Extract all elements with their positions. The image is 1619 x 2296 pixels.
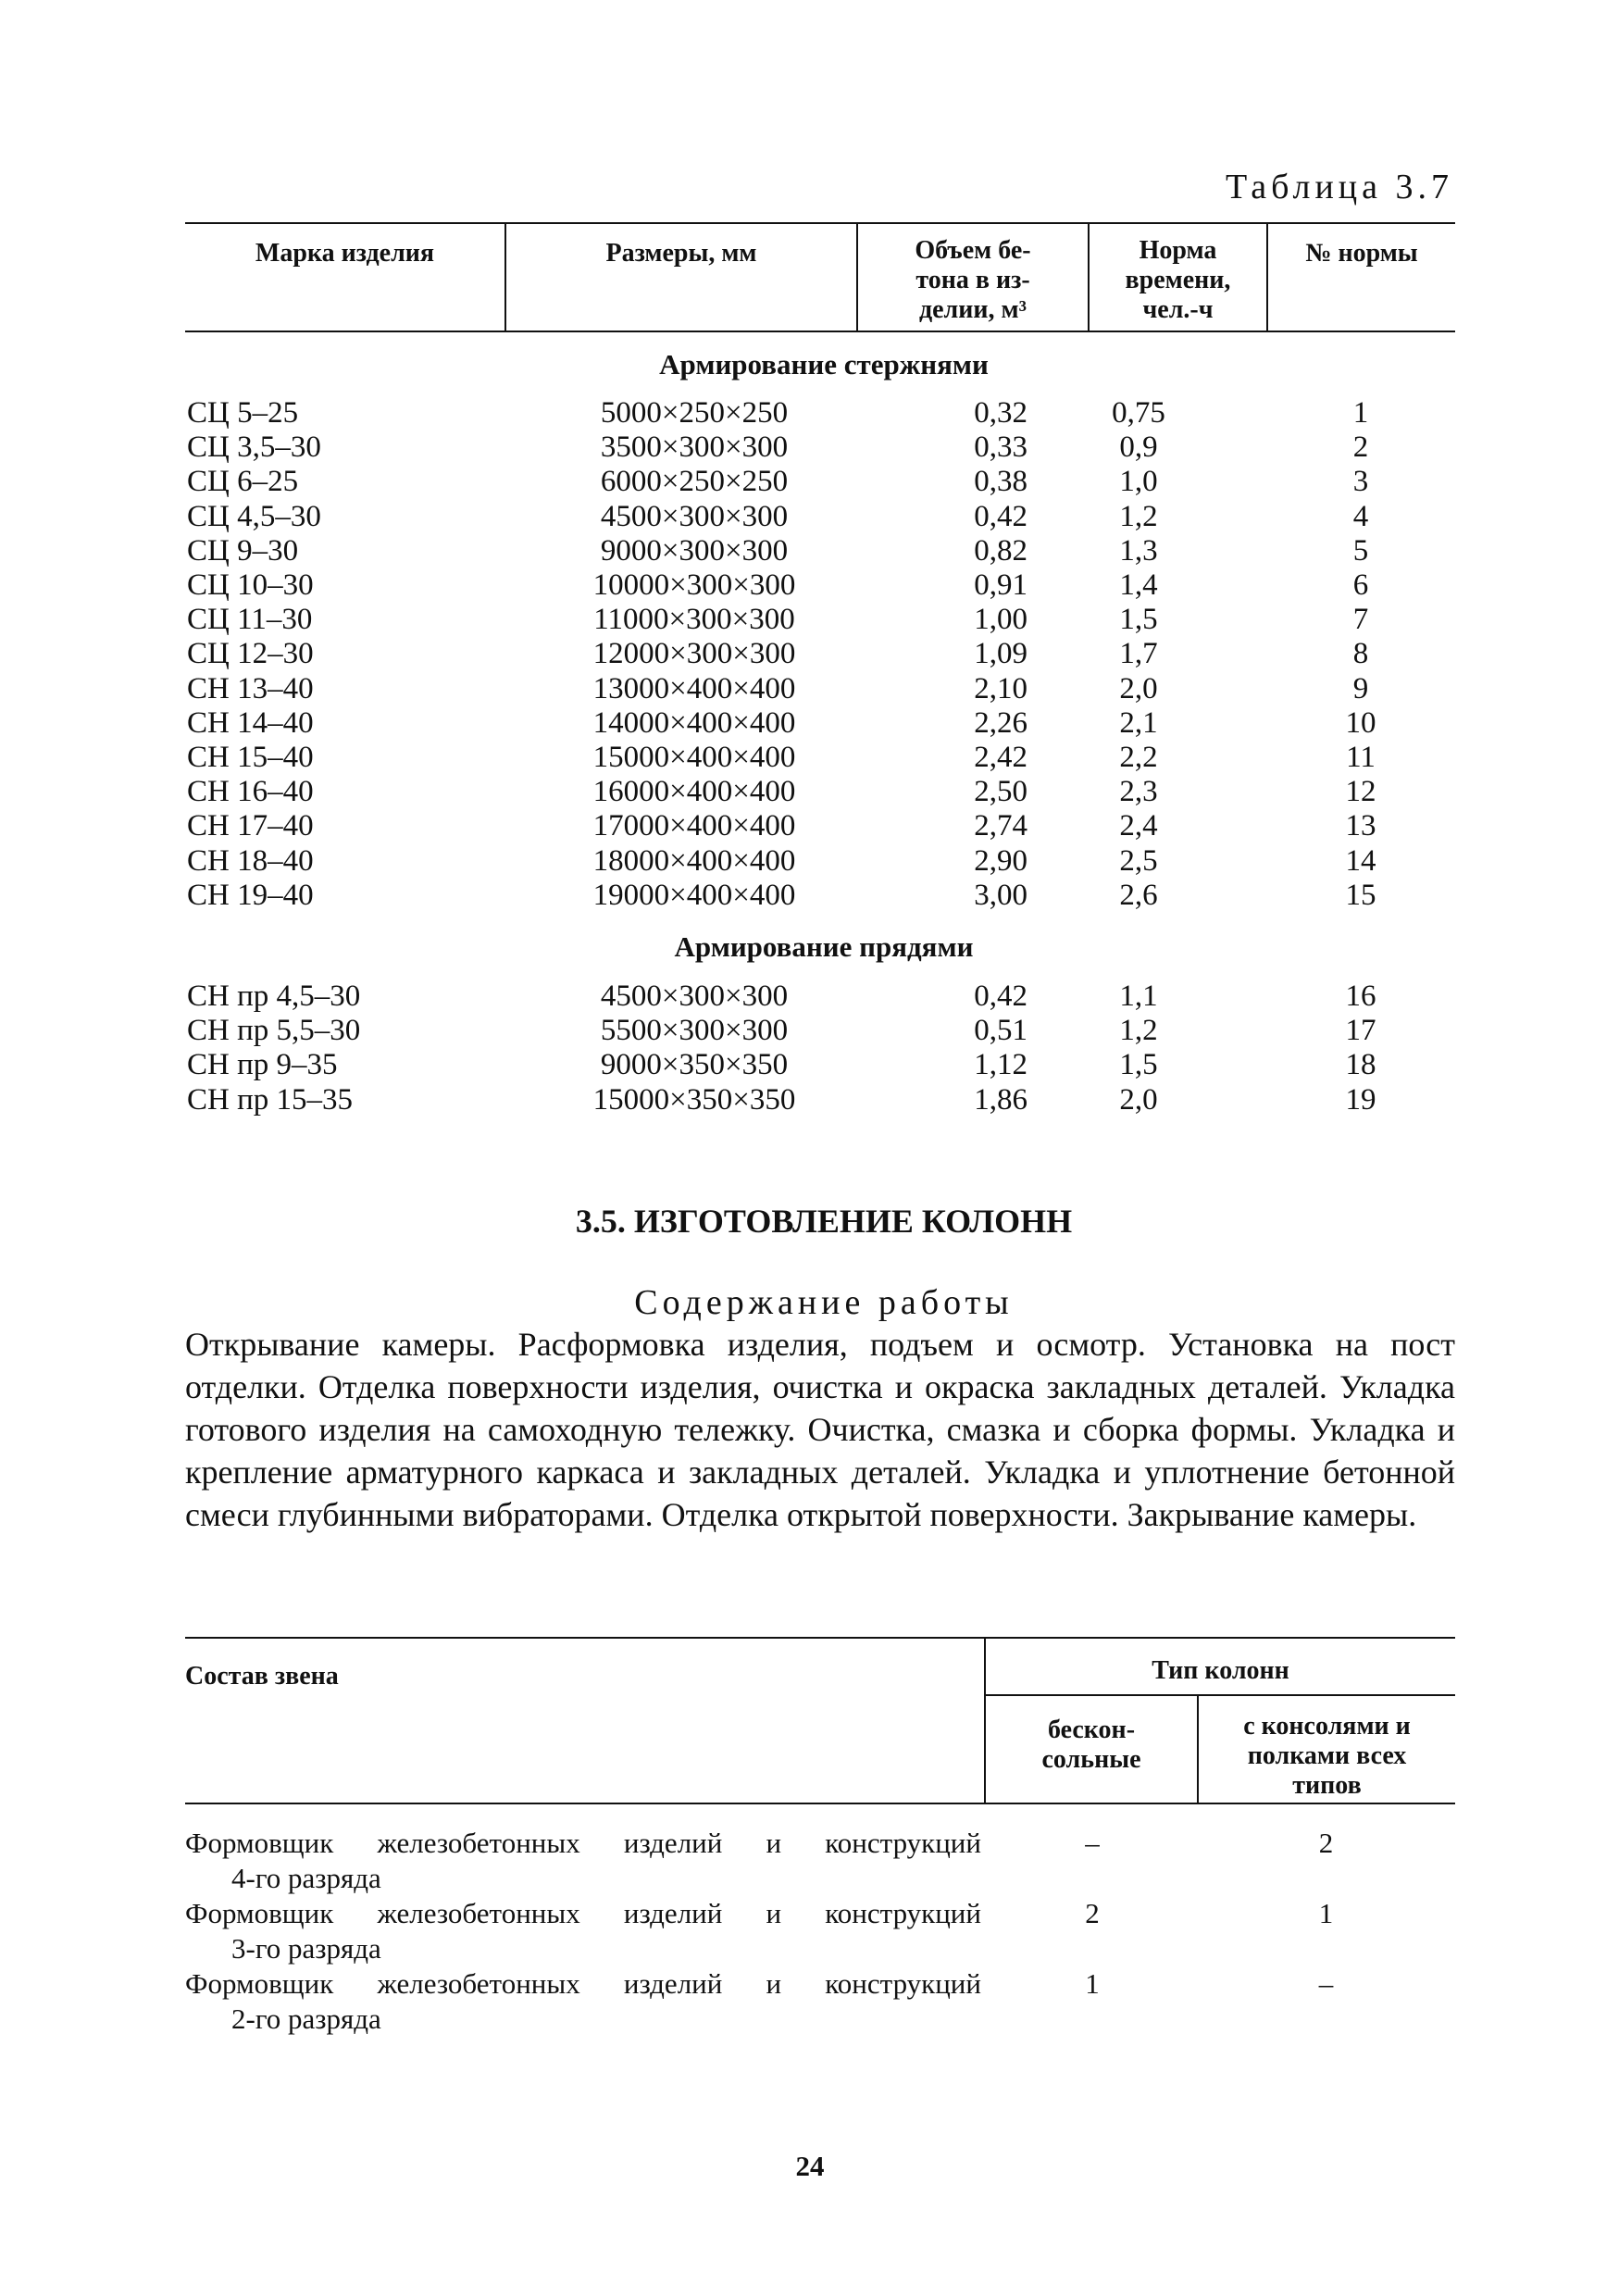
crew-count-with-console: – [1318,1967,1334,2000]
table-row [0,396,1619,430]
table-row [0,809,1619,843]
time-norm: 1,1 [1119,980,1158,1013]
product-mark: СЦ 12–30 [187,637,314,670]
header-number: № нормы [1305,239,1418,268]
product-mark: СН пр 15–35 [187,1083,354,1117]
section-heading: 3.5. ИЗГОТОВЛЕНИЕ КОЛОНН [575,1203,1073,1240]
product-mark: СН 17–40 [187,809,314,842]
product-mark: СН 18–40 [187,844,314,878]
concrete-volume: 1,12 [974,1048,1027,1081]
norm-number: 11 [1346,741,1376,774]
section-title-rods: Армирование стержнями [659,348,989,381]
product-mark: СН 13–40 [187,672,314,705]
concrete-volume: 2,42 [974,741,1027,774]
section-title-strands: Армирование прядями [674,930,974,963]
table2-top-rule [185,1637,1455,1639]
concrete-volume: 0,91 [974,568,1027,602]
time-norm: 2,5 [1119,844,1158,878]
norm-number: 1 [1352,396,1369,430]
crew-name: Формовщик железобетонных изделий и конструкций [185,1827,981,1859]
norm-number: 14 [1345,844,1376,878]
table-row [0,844,1619,879]
dimensions: 4500×300×300 [600,980,789,1013]
crew-name: Формовщик железобетонных изделий и конструкций [185,1967,981,2000]
table-row [0,706,1619,741]
product-mark: СН 16–40 [187,775,314,808]
table-row [0,775,1619,809]
concrete-volume: 1,00 [974,603,1027,636]
dimensions: 4500×300×300 [600,500,789,533]
time-norm: 2,2 [1119,741,1158,774]
time-norm: 2,1 [1119,706,1158,740]
header-crew: Состав звена [185,1662,339,1691]
header-with-console: с консолями и полками всех типов [1243,1712,1411,1800]
header-dims: Размеры, мм [605,239,757,268]
time-norm: 2,0 [1119,1083,1158,1117]
crew-count-with-console: 2 [1318,1827,1334,1859]
norm-number: 18 [1345,1048,1376,1081]
dimensions: 15000×350×350 [592,1083,796,1117]
time-norm: 1,5 [1119,603,1158,636]
concrete-volume: 0,51 [974,1014,1027,1047]
header-no-console: бескон- сольные [1041,1716,1141,1774]
norm-number: 13 [1345,809,1376,842]
work-heading: Содержание работы [634,1283,1014,1322]
dimensions: 15000×400×400 [592,741,796,774]
crew-count-no-console: 1 [1085,1967,1100,2000]
table-caption: Таблица 3.7 [1225,168,1453,206]
table-row [0,430,1619,465]
concrete-volume: 3,00 [974,879,1027,912]
product-mark: СЦ 11–30 [187,603,313,636]
time-norm: 2,6 [1119,879,1158,912]
dimensions: 9000×350×350 [600,1048,789,1081]
crew-grade: 4-го разряда [231,1862,381,1894]
product-mark: СН пр 5,5–30 [187,1014,361,1047]
dimensions: 16000×400×400 [592,775,796,808]
norm-number: 12 [1345,775,1376,808]
time-norm: 1,5 [1119,1048,1158,1081]
concrete-volume: 2,10 [974,672,1027,705]
norm-number: 15 [1345,879,1376,912]
table-row [0,741,1619,775]
dimensions: 13000×400×400 [592,672,796,705]
header-norm: Норма времени, чел.-ч [1125,236,1231,324]
table-row [0,568,1619,603]
table2-header-bottom-rule [185,1803,1455,1804]
crew-grade: 3-го разряда [231,1932,381,1965]
table1-top-rule [185,222,1455,224]
page-number: 24 [795,2150,825,2182]
crew-count-no-console: – [1085,1827,1100,1859]
dimensions: 19000×400×400 [592,879,796,912]
table-row [0,1048,1619,1082]
table-row [0,1083,1619,1117]
concrete-volume: 0,33 [974,430,1027,464]
norm-number: 5 [1352,534,1369,568]
norm-number: 16 [1345,980,1376,1013]
dimensions: 14000×400×400 [592,706,796,740]
time-norm: 1,2 [1119,1014,1158,1047]
product-mark: СЦ 4,5–30 [187,500,321,533]
dimensions: 9000×300×300 [600,534,789,568]
time-norm: 1,3 [1119,534,1158,568]
dimensions: 6000×250×250 [600,465,789,498]
crew-count-with-console: 1 [1318,1897,1334,1929]
time-norm: 1,0 [1119,465,1158,498]
dimensions: 11000×300×300 [593,603,795,636]
table-row [0,1014,1619,1048]
dimensions: 5000×250×250 [600,396,789,430]
norm-number: 4 [1352,500,1369,533]
product-mark: СН 19–40 [187,879,314,912]
concrete-volume: 0,32 [974,396,1027,430]
dimensions: 3500×300×300 [600,430,789,464]
table1-header-bottom-rule [185,331,1455,332]
concrete-volume: 0,42 [974,500,1027,533]
norm-number: 19 [1345,1083,1376,1117]
table-row [0,672,1619,706]
concrete-volume: 1,86 [974,1083,1027,1117]
time-norm: 2,3 [1119,775,1158,808]
time-norm: 2,4 [1119,809,1158,842]
work-description: Открывание камеры. Расформовка изделия, подъем и осмотр. Установка на пост отделки. Отделка поверхности изделия, очистка и окраска закладных деталей. Укладка готового изделия на самоходную тележку. Очистка, смазка и сборка формы. Укладка и крепление арматурного каркаса и закладных деталей. Укладка и уплотнение бетонной смеси глубинными вибраторами. Отделка открытой поверхности. Закрывание камеры. [185,1326,1455,1533]
product-mark: СЦ 6–25 [187,465,299,498]
product-mark: СН пр 4,5–30 [187,980,361,1013]
crew-grade: 2-го разряда [231,2003,381,2035]
norm-number: 2 [1352,430,1369,464]
dimensions: 12000×300×300 [592,637,796,670]
concrete-volume: 2,50 [974,775,1027,808]
time-norm: 1,2 [1119,500,1158,533]
time-norm: 0,75 [1112,396,1165,430]
product-mark: СН 14–40 [187,706,314,740]
table-row [0,500,1619,534]
norm-number: 17 [1345,1014,1376,1047]
header-volume: Объем бе- тона в из- делии, м³ [915,236,1031,324]
table-row [0,603,1619,637]
dimensions: 18000×400×400 [592,844,796,878]
product-mark: СН пр 9–35 [187,1048,338,1081]
norm-number: 9 [1352,672,1369,705]
time-norm: 0,9 [1119,430,1158,464]
norm-number: 8 [1352,637,1369,670]
product-mark: СЦ 9–30 [187,534,299,568]
crew-count-no-console: 2 [1085,1897,1100,1929]
time-norm: 1,7 [1119,637,1158,670]
dimensions: 10000×300×300 [592,568,796,602]
concrete-volume: 0,38 [974,465,1027,498]
table-row [0,534,1619,568]
norm-number: 7 [1352,603,1369,636]
crew-name: Формовщик железобетонных изделий и конструкций [185,1897,981,1929]
table-row [0,637,1619,671]
concrete-volume: 2,26 [974,706,1027,740]
time-norm: 1,4 [1119,568,1158,602]
concrete-volume: 2,74 [974,809,1027,842]
table-row [0,879,1619,913]
table-row [0,980,1619,1014]
norm-number: 10 [1345,706,1376,740]
table2-subheader-rule [984,1694,1455,1696]
norm-number: 6 [1352,568,1369,602]
table-row [0,465,1619,499]
concrete-volume: 2,90 [974,844,1027,878]
norm-number: 3 [1352,465,1369,498]
time-norm: 2,0 [1119,672,1158,705]
header-column-type: Тип колонн [1152,1656,1289,1685]
product-mark: СЦ 10–30 [187,568,314,602]
concrete-volume: 0,42 [974,980,1027,1013]
concrete-volume: 1,09 [974,637,1027,670]
concrete-volume: 0,82 [974,534,1027,568]
dimensions: 5500×300×300 [600,1014,789,1047]
product-mark: СЦ 5–25 [187,396,299,430]
product-mark: СН 15–40 [187,741,314,774]
product-mark: СЦ 3,5–30 [187,430,321,464]
dimensions: 17000×400×400 [592,809,796,842]
header-mark: Марка изделия [255,239,435,268]
